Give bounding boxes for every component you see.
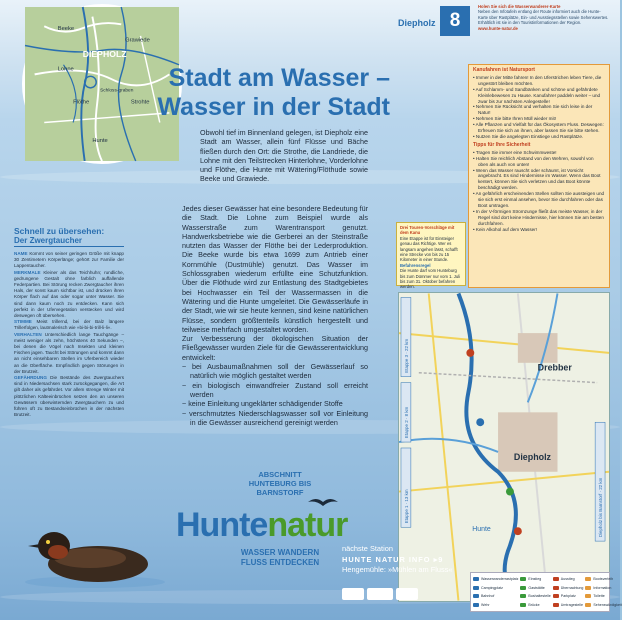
map-label: Flöthe: [73, 99, 90, 106]
next-station: [342, 544, 453, 576]
bird-section-key: STIMME: [14, 319, 32, 325]
route-stage-label: Etappe 2 · 8 km: [403, 406, 409, 439]
tip-item: • Tragen Sie immer eine Schwimmweste!: [473, 149, 557, 155]
section-label: ABSCHNITT HUNTEBURG BIS BARNSTORF: [248, 470, 312, 497]
bird-description: [14, 251, 124, 418]
tour-title: Drei Touren-Vorschläge mit dem Kanu: [400, 225, 455, 236]
next-station-label: nächste Station: [342, 544, 393, 553]
bird-section: [14, 375, 124, 418]
goal-item: ~ keine Einleitung ungeklärter schädigender Stoffe: [182, 399, 343, 409]
sponsor-logo: [396, 588, 418, 600]
rule-item: • Nutzen Sie die angelegten Einstiege und Rastplätze.: [473, 133, 584, 139]
bird-section: [14, 270, 124, 320]
canoe-rules-list: [473, 75, 605, 140]
safety-tips-list: [473, 150, 605, 233]
legend-item: Bahnhof: [473, 593, 518, 601]
tip-item: • In der V-förmigen Stromzunge fließt das meiste Wasser, in der Regel sind dort keine Hindernisse, hier können Sie am besten durchfahren.: [473, 208, 604, 226]
route-stage-label: Etappe 3 · 22 km: [403, 338, 409, 373]
map-label: Schloss-graben: [100, 88, 134, 94]
tip-item: • An gefährlich erscheinenden Stellen sollten Sie aussteigen und sie sich erst einmal ansehen, bevor Sie durchfahren oder das Boot umtragen.: [473, 191, 605, 208]
map-legend: [470, 572, 622, 612]
map-label: Hunte: [92, 137, 108, 144]
title-line-2: Wasser in der Stadt: [157, 93, 390, 121]
legend-item: Umtragestelle: [553, 601, 584, 609]
legend-item: Übernachtung: [553, 584, 584, 592]
next-station-subtitle: Hengemühle: »Mühlen am Fluss«: [342, 565, 453, 574]
legend-item: Campingplatz: [473, 584, 518, 592]
rule-item: • Auf Schlamm- und Sandbänken und schöne und gefährdete Kleinlebewesen zu Hause. Kanufahrer paddeln weiter – und zwar bis zur nächsten Anlegestelle!: [473, 86, 601, 104]
bird-section-key: GEFÄHRDUNG: [14, 375, 47, 381]
bird-section-key: NAME: [14, 251, 28, 256]
tip-item: • Wenn das Wasser rauscht oder schäumt, ist Vorsicht angebracht. Es sind Hindernisse im Wasser. Wenn das Boot kentert, können Sie sich verletzen und das Boot könnte beschädigt werden.: [473, 167, 601, 191]
rule-item: • Nehmen Sie Rücksicht und verhalten Sie sich leise in der Natur!: [473, 104, 593, 116]
canoe-rules-title: Kanufahren ist Natursport: [473, 67, 535, 73]
route-stage-label: Etappe 1 · 13 km: [403, 489, 409, 524]
legend-item: Gaststätte: [520, 584, 550, 592]
rules-text: Die Hunte darf vom Hunteburg bis zum Dümmer nur vom 1. Juli bis zum 31. Oktober befahren werden.: [400, 268, 461, 290]
bird-section: [14, 319, 124, 331]
station-number: 8: [440, 6, 470, 36]
route-stage-label: Diepholz bis Barnstorf · 22 km: [598, 477, 604, 538]
rule-item: • Immer in der Mitte fahren! In den Uferstrichen leben Tiere, die ungestört bleiben möchten.: [473, 74, 602, 86]
tour-text: Eine Etappe ist für Einsteiger genau das Richtige. Wer es langsam angehen lässt, schafft eine Strecke von bis zu 15 Kilometer in einer Stunde.: [400, 235, 458, 263]
route-place: Diepholz: [513, 451, 552, 462]
main-paragraph-2: Zur Verbesserung der ökologischen Situation der Fließgewässer wurden Ziele für die Gewässerentwicklung entwickelt:: [182, 334, 368, 362]
goals-list: [182, 362, 368, 427]
main-paragraph-1: Jedes dieser Gewässer hat eine besondere Bedeutung für die Stadt. Die Lohne zum Beispiel wurde als Wasserstraße zum Warentransport genutzt. Handwerksbetriebe wie die Gerberei an der Steinstraße nutzten das Wasser der Flöthe bei der Lederproduktion. Die Beeke wurde bis etwa 1699 zum Antrieb einer Kornmühle (Dustmühle) genutzt. Das Wasser im Schlossgraben wiederum erfüllte eine Schutzfunktion. Über die Flöthude wird zur Entlastung des Stadtgebietes bei Hochwasser ein Teil der Wassermassen in die Wätering und die Hunte umgeleitet. Die Gewässerläufe in der Stadt, wie wir sie heute kennen, sind keine natürlichen Flüsse, sondern größtenteils künstlich hergestellt und teilweise mehrfach umgestaltet worden.: [182, 204, 368, 334]
sponsor-logo: [367, 588, 393, 600]
legend-item: Einstieg: [520, 575, 550, 583]
rule-item: • Nehmen Sie bitte Ihren Müll wieder mit!: [473, 116, 557, 122]
bird-heading: Schnell zu übersehen:: [14, 226, 105, 236]
route-place: Drebber: [537, 362, 572, 373]
hunte-natur-logo: Huntenatur: [176, 506, 348, 544]
bird-section-text: Unterschiedlich lange Tauchgänge – meist weniger als zehn, höchstens 40 Sekunden –, bei denen die Vögel nach Insekten und kleinen Fischen jagen. Taucht bei Störungen und kommt dann an nicht einsehbaren Stellen im Uferbereich wieder an die Oberfläche. Empfindlich gegen Störungen in der Brutzeit.: [14, 331, 124, 374]
legend-item: Brücke: [520, 601, 550, 609]
goal-item: ~ verschmutztes Niederschlagswasser soll vor Einleitung in die Gewässer ausreichend gereinigt werden: [182, 408, 368, 427]
bird-subheading: Der Zwergtaucher: [14, 236, 124, 247]
goal-item: ~ bei Ausbaumaßnahmen soll der Gewässerlauf so natürlich wie möglich gestaltet werden: [182, 362, 368, 381]
intro-text: Obwohl tief im Binnenland gelegen, ist Diepholz eine Stadt am Wasser, allein fünf Flüsse und Bäche fließen durch den Ort: die Strothe, die Landriede, die Lohne mit den Teilstrecken Hinterlohne, Vorderlohne und Flöthe, die Hunte mit Wätering/Flöthude sowie Beeke und Grawiede.: [200, 128, 368, 184]
map-info-url: www.hunte-natur.de: [478, 25, 518, 31]
legend-item: Sehenswürdigkeit: [585, 601, 621, 609]
brand-tagline: WASSER WANDERN FLUSS ENTDECKEN: [240, 548, 320, 567]
legend-item: Bushaltestelle: [520, 593, 550, 601]
title-line-1: Stadt am Wasser –: [168, 64, 390, 92]
map-info-title: Holen Sie sich die Wasserwanderer-Karte: [478, 4, 561, 9]
map-label: Lohne: [57, 66, 74, 73]
route-place: Hunte: [472, 526, 491, 534]
goal-item: ~ ein biologisch einwandfreier Zustand soll erreicht werden: [182, 380, 368, 399]
bird-section-key: VERHALTEN: [14, 331, 42, 337]
legend-item: Ausstieg: [553, 575, 584, 583]
legend-item: Toilette: [585, 593, 621, 601]
bird-section-text: Meist trillernd, bei der Balz längere Trillerfolgen, lautmalerisch wie »bi-bi-bi-trill-li-li«.: [14, 319, 124, 331]
rule-item: • Alle Pflanzen und Vielfalt für das Ökosystem Fluss. Deswegen: Erfreuen Sie sich an ihnen, aber lassen Sie sie bitte stehen.: [473, 122, 604, 134]
legend-item: Wasserwanderrastplatz: [473, 575, 518, 583]
map-label: Beeke: [57, 26, 75, 33]
bird-section-text: Die Bestände des Zwergtauchers sind in Niedersachsen stark zurückgegangen, die Art gilt daher als gefährdet. Vor allem strenge Winter mit plötzlichen Kälteeinbrüchen setzen den an unseren Gewässern überwinternden Zwergtauchern zu und führen oft zu Bestandseinbrüchen in der nächsten Brutzeit.: [14, 375, 124, 418]
tip-item: • Halten Sie reichlich Abstand von den Wehren, sowohl von oben als auch von unten!: [473, 155, 594, 167]
tip-item: • Kein Alkohol auf dem Wasser!: [473, 226, 537, 232]
map-town-label: DIEPHOLZ: [82, 49, 127, 60]
map-info-body: Neben den Infotafeln entlang der Route informiert auch die Hunte-Karte über Rastplätze, Ein- und Ausstiegsstellen sowie Sehenswertes. Erhältlich ist sie in den Touristinformationen der Region.: [478, 9, 609, 26]
bird-section-key: MERKMALE: [14, 269, 41, 275]
page-title: [150, 64, 390, 122]
bird-section: [14, 251, 124, 270]
sponsor-logos: [342, 588, 422, 602]
canoe-rules-box: [468, 64, 610, 288]
rules-title: Befahrensregel: [400, 262, 431, 268]
legend-item: Parkplatz: [553, 593, 584, 601]
bird-section-text: Kleiner als das Teichhuhn; rundliche, gedrungene Gestalt ohne farblich auffallende Federpartien. Bei Störung recken Zwergtaucher ihren Hals, der sonst kaum sichtbar ist, und drücken ihren Körper flach auf das oder sogar unter Wasser. Sie sind dann kaum noch zu entdecken. Kann sich perfekt in der Ufervegetation verstecken und wird deswegen oft übersehen.: [14, 269, 124, 319]
map-label: Grawiede: [125, 37, 150, 44]
next-station-title: HUNTE NATUR INFO ▸9: [342, 554, 444, 564]
map-info-text: [478, 4, 610, 31]
map-label: Strohte: [130, 99, 150, 106]
little-grebe-illustration: [20, 512, 170, 592]
main-text: [182, 204, 368, 427]
tour-suggestions-box: [396, 222, 466, 290]
legend-item: Information: [585, 584, 621, 592]
safety-tips-title: Tipps für Ihre Sicherheit: [473, 141, 531, 148]
bird-section: [14, 332, 124, 375]
region-label: Diepholz: [398, 18, 436, 28]
bird-section-text: Kommt von seiner geringen Größe mit knapp 30 Zentimetern Körperlänge; gehört zur Familie der Lappentaucher.: [14, 251, 124, 269]
legend-item: Bootsverleih: [585, 575, 621, 583]
legend-item: Wehr: [473, 601, 518, 609]
bird-info-column: [14, 226, 124, 418]
eu-logo: [342, 588, 364, 600]
